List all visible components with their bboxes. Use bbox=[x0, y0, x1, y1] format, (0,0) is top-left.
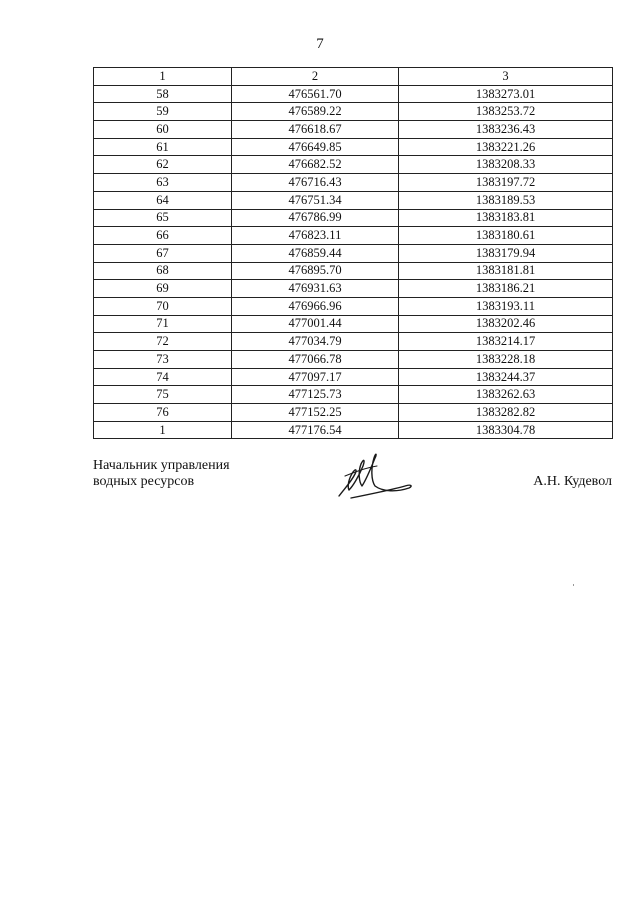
coordinate-y-cell: 1383236.43 bbox=[399, 121, 613, 139]
table-row bbox=[94, 404, 613, 422]
point-number-cell: 66 bbox=[94, 227, 232, 245]
point-number-cell: 65 bbox=[94, 209, 232, 227]
table-row bbox=[94, 174, 613, 192]
coordinate-y-cell: 1383189.53 bbox=[399, 191, 613, 209]
coordinate-x-cell: 476561.70 bbox=[232, 85, 399, 103]
coordinate-y-cell: 1383304.78 bbox=[399, 421, 613, 439]
table-row bbox=[94, 333, 613, 351]
coordinate-y-cell: 1383282.82 bbox=[399, 404, 613, 422]
table-row bbox=[94, 103, 613, 121]
point-number-cell: 74 bbox=[94, 368, 232, 386]
coordinate-y-cell: 1383193.11 bbox=[399, 297, 613, 315]
table-row bbox=[94, 85, 613, 103]
column-header: 2 bbox=[232, 68, 399, 86]
coordinate-x-cell: 476931.63 bbox=[232, 280, 399, 298]
table-row bbox=[94, 138, 613, 156]
coordinate-y-cell: 1383180.61 bbox=[399, 227, 613, 245]
table-header-row bbox=[94, 68, 613, 86]
table-row bbox=[94, 386, 613, 404]
signer-name: А.Н. Кудевол bbox=[533, 474, 612, 489]
coordinate-x-cell: 477066.78 bbox=[232, 351, 399, 369]
coordinate-x-cell: 477034.79 bbox=[232, 333, 399, 351]
coordinate-x-cell: 476823.11 bbox=[232, 227, 399, 245]
coordinate-y-cell: 1383221.26 bbox=[399, 138, 613, 156]
coordinate-x-cell: 476649.85 bbox=[232, 138, 399, 156]
table-row bbox=[94, 244, 613, 262]
coordinate-y-cell: 1383181.81 bbox=[399, 262, 613, 280]
signature-block bbox=[93, 458, 612, 508]
page-number: 7 bbox=[316, 36, 324, 52]
table-row bbox=[94, 368, 613, 386]
coordinate-y-cell: 1383202.46 bbox=[399, 315, 613, 333]
table-row bbox=[94, 280, 613, 298]
point-number-cell: 75 bbox=[94, 386, 232, 404]
coordinate-x-cell: 476682.52 bbox=[232, 156, 399, 174]
table-row bbox=[94, 209, 613, 227]
coordinate-y-cell: 1383253.72 bbox=[399, 103, 613, 121]
coordinate-y-cell: 1383208.33 bbox=[399, 156, 613, 174]
coordinate-x-cell: 476716.43 bbox=[232, 174, 399, 192]
point-number-cell: 62 bbox=[94, 156, 232, 174]
table-row bbox=[94, 262, 613, 280]
coordinate-y-cell: 1383244.37 bbox=[399, 368, 613, 386]
coordinate-x-cell: 476618.67 bbox=[232, 121, 399, 139]
column-header: 3 bbox=[399, 68, 613, 86]
coordinate-x-cell: 476751.34 bbox=[232, 191, 399, 209]
table-row bbox=[94, 191, 613, 209]
coordinate-y-cell: 1383214.17 bbox=[399, 333, 613, 351]
column-header: 1 bbox=[94, 68, 232, 86]
coordinate-x-cell: 476895.70 bbox=[232, 262, 399, 280]
table-row bbox=[94, 351, 613, 369]
coordinate-y-cell: 1383179.94 bbox=[399, 244, 613, 262]
coordinate-x-cell: 477125.73 bbox=[232, 386, 399, 404]
point-number-cell: 61 bbox=[94, 138, 232, 156]
coordinate-y-cell: 1383262.63 bbox=[399, 386, 613, 404]
point-number-cell: 64 bbox=[94, 191, 232, 209]
table-body bbox=[94, 85, 613, 439]
coordinates-table bbox=[93, 67, 613, 439]
table-row bbox=[94, 297, 613, 315]
coordinate-x-cell: 477176.54 bbox=[232, 421, 399, 439]
coordinate-y-cell: 1383273.01 bbox=[399, 85, 613, 103]
table-row bbox=[94, 227, 613, 245]
point-number-cell: 71 bbox=[94, 315, 232, 333]
table-row bbox=[94, 156, 613, 174]
point-number-cell: 70 bbox=[94, 297, 232, 315]
coordinate-y-cell: 1383186.21 bbox=[399, 280, 613, 298]
coordinate-x-cell: 477001.44 bbox=[232, 315, 399, 333]
coordinate-y-cell: 1383228.18 bbox=[399, 351, 613, 369]
scan-speck bbox=[573, 584, 574, 586]
coordinate-x-cell: 476589.22 bbox=[232, 103, 399, 121]
position-title-line-2: водных ресурсов bbox=[93, 474, 195, 489]
coordinate-y-cell: 1383197.72 bbox=[399, 174, 613, 192]
position-title-line-1: Начальник управления bbox=[93, 458, 230, 473]
point-number-cell: 60 bbox=[94, 121, 232, 139]
point-number-cell: 67 bbox=[94, 244, 232, 262]
coordinate-y-cell: 1383183.81 bbox=[399, 209, 613, 227]
table-row bbox=[94, 121, 613, 139]
position-title bbox=[93, 458, 230, 490]
point-number-cell: 68 bbox=[94, 262, 232, 280]
point-number-cell: 73 bbox=[94, 351, 232, 369]
coordinate-x-cell: 476966.96 bbox=[232, 297, 399, 315]
coordinate-x-cell: 477152.25 bbox=[232, 404, 399, 422]
point-number-cell: 1 bbox=[94, 421, 232, 439]
point-number-cell: 72 bbox=[94, 333, 232, 351]
point-number-cell: 69 bbox=[94, 280, 232, 298]
handwritten-signature bbox=[331, 446, 421, 506]
point-number-cell: 59 bbox=[94, 103, 232, 121]
table-row bbox=[94, 315, 613, 333]
point-number-cell: 58 bbox=[94, 85, 232, 103]
coordinate-x-cell: 476786.99 bbox=[232, 209, 399, 227]
point-number-cell: 63 bbox=[94, 174, 232, 192]
coordinate-x-cell: 476859.44 bbox=[232, 244, 399, 262]
coordinate-x-cell: 477097.17 bbox=[232, 368, 399, 386]
point-number-cell: 76 bbox=[94, 404, 232, 422]
table-row bbox=[94, 421, 613, 439]
